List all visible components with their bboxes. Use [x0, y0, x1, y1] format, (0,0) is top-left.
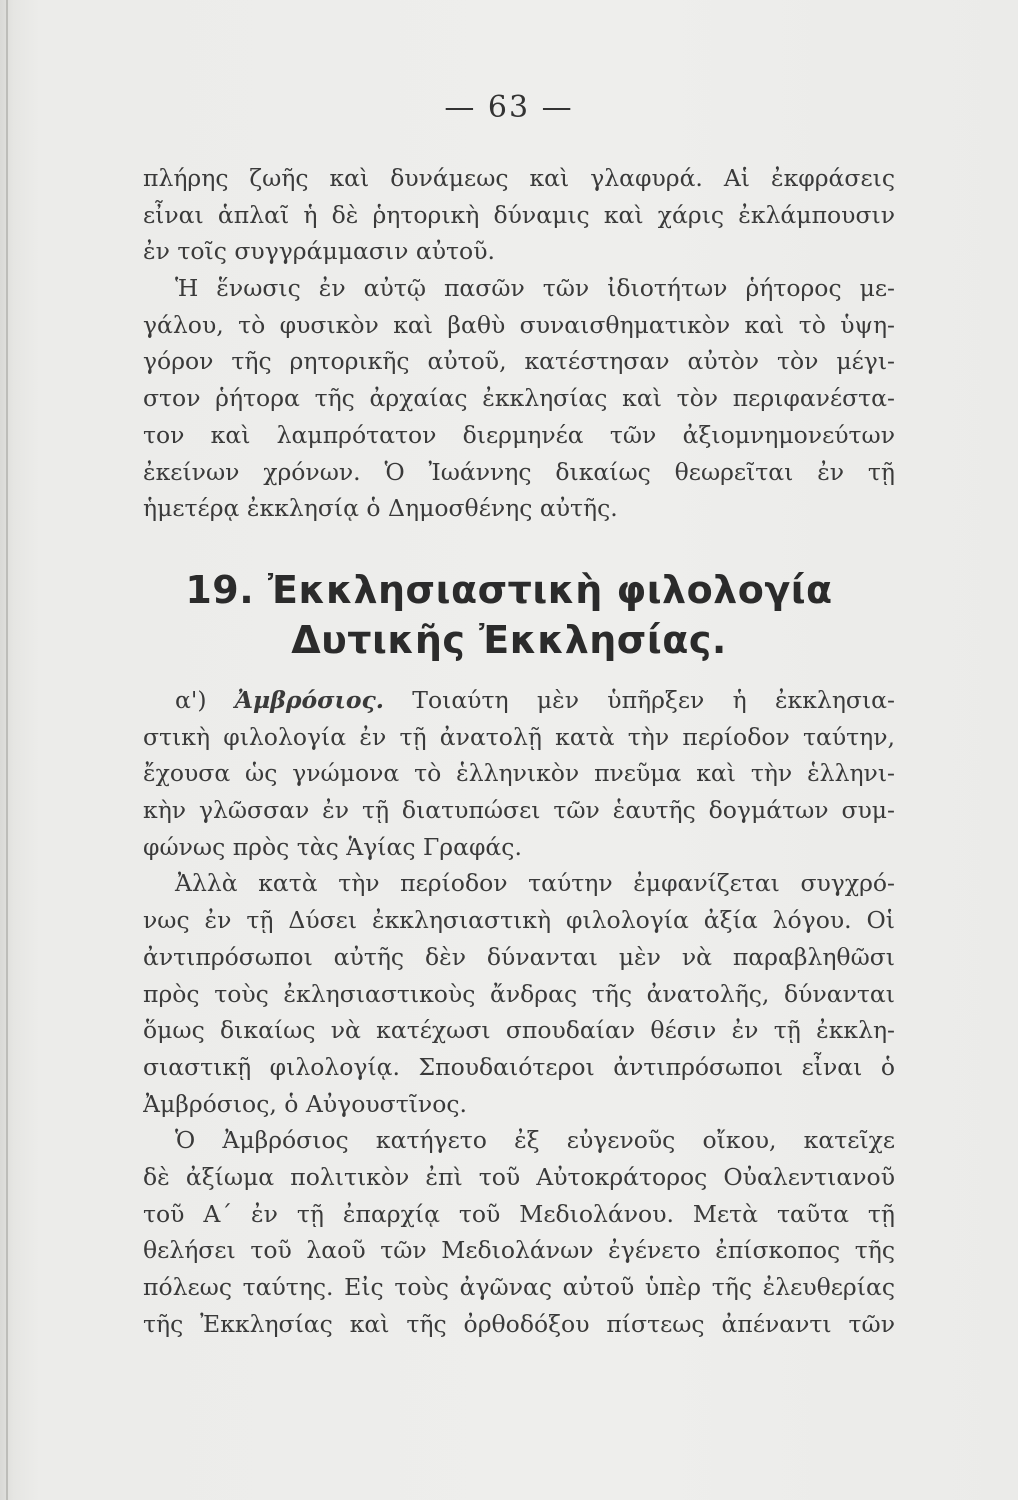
text-line: ἐκείνων χρόνων. Ὁ Ἰωάννης δικαίως θεωρεῖται ἐν τῇ: [143, 457, 895, 486]
text-line: πόλεως ταύτης. Εἰς τοὺς ἀγῶνας αὐτοῦ ὑπὲρ τῆς ἐλευθερίας: [143, 1273, 895, 1301]
text-line: ἡμετέρᾳ ἐκκλησίᾳ ὁ Δημοσθένης αὐτῆς.: [143, 494, 618, 523]
text-line: γόρον τῆς ρητορικῆς αὐτοῦ, κατέστησαν αὐτὸν τὸν μέγι-: [143, 347, 895, 376]
text-line: γάλου, τὸ φυσικὸν καὶ βαθὺ συναισθηματικὸν καὶ τὸ ὑψη-: [143, 310, 895, 339]
section-heading-line-1: 19. Ἐκκλησιαστικὴ φιλολογία: [185, 568, 833, 612]
text-line: Ἡ ἕνωσις ἐν αὐτῷ πασῶν τῶν ἰδιοτήτων ῥήτορος με-: [175, 274, 895, 303]
text-span: Τοιαύτη μὲν ὑπῆρξεν ἡ ἐκκλησια-: [412, 686, 895, 714]
page-number: — 63 —: [444, 90, 574, 125]
text-line: τῆς Ἐκκλησίας καὶ τῆς ὀρθοδόξου πίστεως ἀπέναντι τῶν: [143, 1309, 895, 1338]
text-line: τοῦ Α΄ ἐν τῇ ἐπαρχίᾳ τοῦ Μεδιολάνου. Μετὰ ταῦτα τῇ: [143, 1199, 895, 1228]
text-line: πρὸς τοὺς ἐκλησιαστικοὺς ἄνδρας τῆς ἀνατολῆς, δύνανται: [143, 979, 895, 1008]
text-line: ἔχουσα ὡς γνώμονα τὸ ἑλληνικὸν πνεῦμα καὶ τὴν ἑλληνι-: [143, 759, 895, 788]
text-block-lower: [143, 682, 895, 1342]
text-line: κὴν γλῶσσαν ἐν τῇ διατυπώσει τῶν ἑαυτῆς δογμάτων συμ-: [143, 796, 895, 825]
text-line: πλήρης ζωῆς καὶ δυνάμεως καὶ γλαφυρά. Αἱ ἐκφράσεις: [143, 164, 895, 192]
text-line: Ὁ Ἀμβρόσιος κατήγετο ἐξ εὐγενοῦς οἴκου, κατεῖχε: [175, 1126, 895, 1155]
text-line: Ἀμβρόσιος, ὁ Αὐγουστῖνος.: [143, 1089, 467, 1118]
text-line: φώνως πρὸς τὰς Ἁγίας Γραφάς.: [143, 832, 522, 861]
subsection-first-line: [143, 682, 895, 719]
text-line: θελήσει τοῦ λαοῦ τῶν Μεδιολάνων ἐγένετο ἐπίσκοπος τῆς: [143, 1236, 895, 1265]
text-line: ὅμως δικαίως νὰ κατέχωσι σπουδαίαν θέσιν ἐν τῇ ἐκκλη-: [143, 1016, 895, 1045]
text-line: τον καὶ λαμπρότατον διερμηνέα τῶν ἀξιομνημονεύτων: [143, 420, 895, 449]
text-line: στικὴ φιλολογία ἐν τῇ ἀνατολῇ κατὰ τὴν περίοδον ταύτην,: [143, 722, 895, 751]
text-line: ἐν τοῖς συγγράμμασιν αὐτοῦ.: [143, 237, 495, 266]
text-line: Ἀλλὰ κατὰ τὴν περίοδον ταύτην ἐμφανίζεται συγχρό-: [175, 869, 895, 898]
text-line: νως ἐν τῇ Δύσει ἐκκλησιαστικὴ φιλολογία ἀξία λόγου. Οἱ: [143, 906, 895, 935]
subsection-number: α'): [175, 686, 207, 714]
text-block-upper: [143, 160, 895, 527]
subsection-title: Ἀμβρόσιος.: [234, 686, 384, 714]
page-edge-shadow: [6, 0, 8, 1500]
section-heading-line-2: Δυτικῆς Ἐκκλησίας.: [291, 618, 727, 662]
text-line: στον ῥήτορα τῆς ἀρχαίας ἐκκλησίας καὶ τὸν περιφανέστα-: [143, 384, 895, 413]
text-line: σιαστικῇ φιλολογίᾳ. Σπουδαιότεροι ἀντιπρόσωποι εἶναι ὁ: [143, 1052, 895, 1081]
text-line: δὲ ἀξίωμα πολιτικὸν ἐπὶ τοῦ Αὐτοκράτορος Οὐαλεντιανοῦ: [143, 1162, 895, 1191]
text-line: ἀντιπρόσωποι αὐτῆς δὲν δύνανται μὲν νὰ παραβληθῶσι: [143, 942, 895, 971]
text-line: εἶναι ἁπλαῖ ἡ δὲ ῥητορικὴ δύναμις καὶ χάρις ἐκλάμπουσιν: [143, 200, 895, 229]
